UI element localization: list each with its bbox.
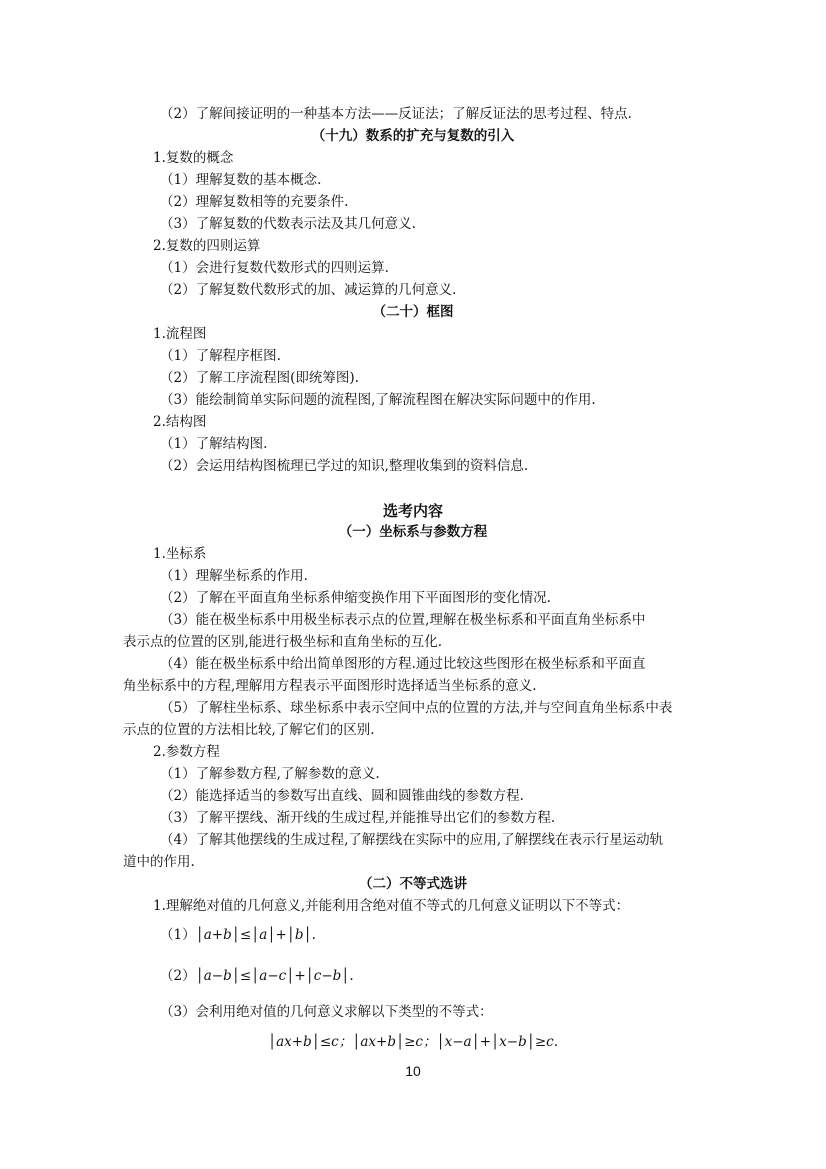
text-line: （2）会运用结构图梳理已学过的知识,整理收集到的资料信息. xyxy=(160,458,529,474)
text-line: 角坐标系中的方程,理解用方程表示平面图形时选择适当坐标系的意义. xyxy=(123,678,537,694)
text-line: （4）了解其他摆线的生成过程,了解摆线在实际中的应用,了解摆线在表示行星运动轨 xyxy=(160,832,664,848)
text-line: （3）了解复数的代数表示法及其几何意义. xyxy=(160,216,416,232)
inequality-formula: │a−b│≤│a−c│+│c−b│. xyxy=(195,968,354,984)
section-heading-19: （十九）数系的扩充与复数的引入 xyxy=(311,128,515,144)
text-line: （1）理解坐标系的作用. xyxy=(160,568,308,584)
elective-title: 选考内容 xyxy=(382,502,443,520)
elective-heading-2: （二）不等式选讲 xyxy=(359,876,467,892)
text-line: （2）了解工序流程图(即统筹图). xyxy=(160,370,359,386)
inequality-line-1 xyxy=(160,925,316,945)
text-line: （5）了解柱坐标系、球坐标系中表示空间中点的位置的方法,并与空间直角坐标系中表 xyxy=(160,700,673,716)
text-line: （3）会利用绝对值的几何意义求解以下类型的不等式： xyxy=(160,1004,493,1020)
text-line: （1）会进行复数代数形式的四则运算. xyxy=(160,260,389,276)
text-line: 2.复数的四则运算 xyxy=(153,238,261,254)
text-line: 示点的位置的方法相比较,了解它们的区别. xyxy=(123,722,375,738)
text-line: （2）了解间接证明的一种基本方法——反证法；了解反证法的思考过程、特点. xyxy=(160,106,632,122)
item-prefix: （1） xyxy=(160,927,196,943)
text-line: （2）理解复数相等的充要条件. xyxy=(160,194,349,210)
elective-heading-1: （一）坐标系与参数方程 xyxy=(338,524,488,540)
text-line: （1）了解结构图. xyxy=(160,436,268,452)
text-line: 1.流程图 xyxy=(153,326,207,342)
text-line: （2）能选择适当的参数写出直线、圆和圆锥曲线的参数方程. xyxy=(160,788,524,804)
section-heading-20: （二十）框图 xyxy=(372,304,454,320)
text-line: 1.坐标系 xyxy=(153,546,207,562)
text-line: 道中的作用. xyxy=(123,854,195,870)
text-line: （1）了解参数方程,了解参数的意义. xyxy=(160,766,380,782)
inequality-types-formula: │ax+b│≤c；│ax+b│≥c；│x−a│+│x−b│≥c. xyxy=(267,1034,558,1050)
text-line: 1.复数的概念 xyxy=(153,150,234,166)
text-line: （4）能在极坐标系中给出简单图形的方程.通过比较这些图形在极坐标系和平面直 xyxy=(160,656,646,672)
text-line: 2.结构图 xyxy=(153,414,207,430)
text-line: 2.参数方程 xyxy=(153,744,220,760)
inequality-formula: │a+b│≤│a│+│b│. xyxy=(195,927,316,943)
inequality-line-2 xyxy=(160,966,354,986)
text-line: （1）理解复数的基本概念. xyxy=(160,172,322,188)
item-prefix: （2） xyxy=(160,968,196,984)
text-line: （3）能在极坐标系中用极坐标表示点的位置,理解在极坐标系和平面直角坐标系中 xyxy=(160,612,646,628)
page-number: 10 xyxy=(405,1063,421,1079)
text-line: 表示点的位置的区别,能进行极坐标和直角坐标的互化. xyxy=(123,634,443,650)
text-line: （2）了解复数代数形式的加、减运算的几何意义. xyxy=(160,282,457,298)
text-line: （2）了解在平面直角坐标系伸缩变换作用下平面图形的变化情况. xyxy=(160,590,551,606)
text-line: （1）了解程序框图. xyxy=(160,348,281,364)
text-line: （3）了解平摆线、渐开线的生成过程,并能推导出它们的参数方程. xyxy=(160,810,556,826)
text-line: 1.理解绝对值的几何意义,并能利用含绝对值不等式的几何意义证明以下不等式： xyxy=(153,898,630,914)
text-line: （3）能绘制简单实际问题的流程图,了解流程图在解决实际问题中的作用. xyxy=(160,392,596,408)
